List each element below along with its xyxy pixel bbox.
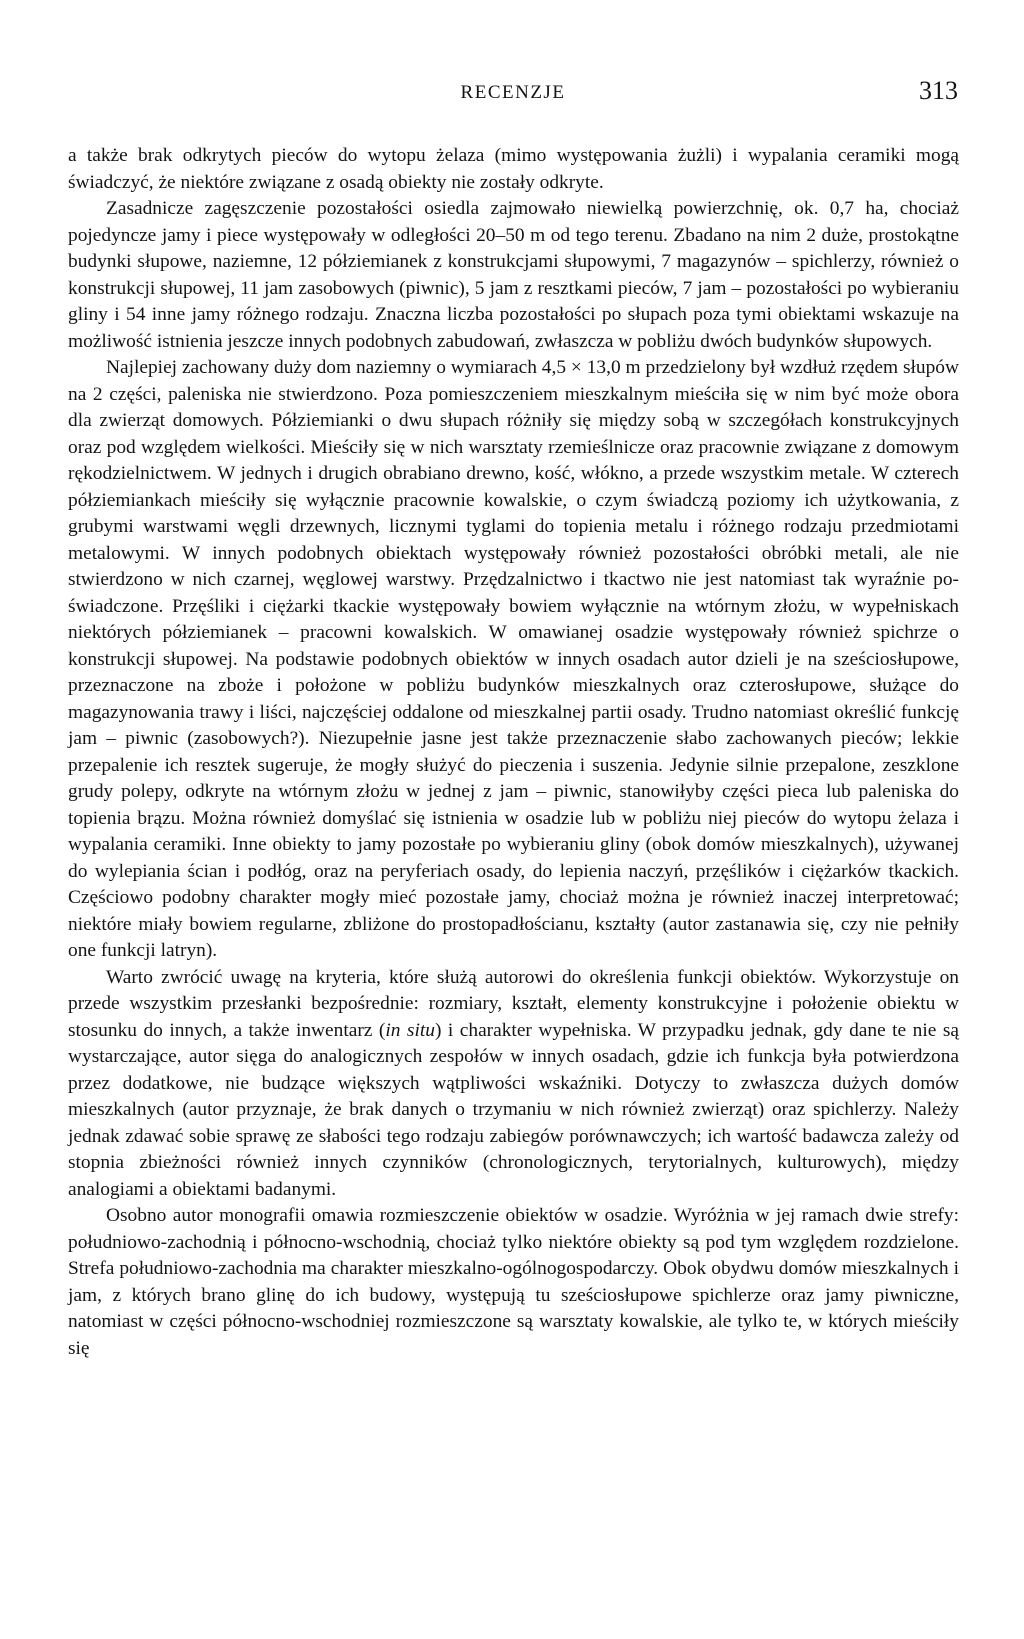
running-title: RECENZJE xyxy=(460,82,566,103)
paragraph-text: a także brak odkrytych pieców do wytopu żelaza (mimo występowania żużli) i wypalania ceramiki mogą świadczyć, że niektóre związane z osadą obiekty nie zostały odkryte. xyxy=(68,145,959,193)
paragraph-text: ) i charakter wypełniska. W przypadku jednak, gdy dane te nie są wystarczające, autor sięga do analogicznych zespołów w innych osadach, gdzie ich funkcja była potwierdzona przez dodatkowe, nie budzące większych wątpliwości wskaźniki. Dotyczy to zwłaszcza dużych domów mieszkalnych (autor przyznaje, że brak danych o trzymaniu w nich również zwierząt) oraz spichlerzy. Należy jednak zdawać sobie sprawę ze słabości tego rodzaju zabiegów porównawczych; ich wartość badawcza zależy od stopnia zbieżności również innych czynników (chronologicznych, terytorialnych, kulturowych), między analogiami a obiektami badanymi. xyxy=(68,1019,959,1200)
paragraph xyxy=(68,965,959,1204)
page-number: 313 xyxy=(919,76,958,105)
paragraph xyxy=(68,355,959,965)
paragraph xyxy=(68,143,959,196)
paragraph-text: Osobno autor monografii omawia rozmieszczenie obiektów w osadzie. Wyróżnia w jej ramach dwie strefy: południowo-zachodnią i północno-wschodnią, chociaż tylko niektóre obiekty są pod tym względem rozdzielone. Strefa południowo-zachodnia ma charakter mieszkalno-ogólnogospodarczy. Obok obydwu domów mieszkalnych i jam, z których brano glinę do ich budowy, występują tu sześciosłupowe spichlerze oraz jamy piwniczne, natomiast w części północno-wschodniej rozmieszczone są warsztaty kowalskie, ale tylko te, w których mieściły się xyxy=(68,1205,959,1359)
paragraph-text: Warto zwrócić uwagę na kryteria, które służą autorowi do określenia funkcji obiektów. Wykorzystuje on przede wszystkim przesłanki bezpośrednie: rozmiary, kształt, elementy konstrukcyjne i położenie obiektu w stosunku do innych, a także inwentarz ( xyxy=(68,966,959,1041)
body-text xyxy=(68,143,959,1362)
paragraph xyxy=(68,196,959,355)
paragraph-text: Zasadnicze zagęszczenie pozostałości osiedla zajmowało niewielką powierzchnię, ok. 0,7 ha, chociaż pojedyncze jamy i piece występowały w odległości 20–50 m od tego terenu. Zbadano na nim 2 duże, prostokątne budynki słupowe, naziemne, 12 półziemianek z konstrukcjami słupowymi, 7 magazynów – spichlerzy, również o konstrukcji słupowej, 11 jam zasobowych (piwnic), 5 jam z resztkami pieców, 7 jam – pozostałości po wybieraniu gliny i 54 inne jamy różnego rodzaju. Znaczna liczba pozostałości po słupach poza tymi obiektami wskazuje na możliwość istnienia jeszcze innych podobnych zabudowań, zwłaszcza w pobliżu dwóch budynków słupowych. xyxy=(68,198,959,352)
paragraph-text: Najlepiej zachowany duży dom naziemny o wymiarach 4,5 × 13,0 m przedzielony był wzdłuż rzędem słupów na 2 części, paleniska nie stwierdzono. Poza pomieszczeniem mieszkalnym mieściła się w nim być może obora dla zwierząt domowych. Półziemianki o dwu słupach różniły się między sobą w szczegółach konstrukcyjnych oraz pod względem wielkości. Mieściły się w nich warsztaty rzemieślnicze oraz pracownie związane z domowym rękodzielnictwem. W jednych i drugich obrabiano drewno, kość, włókno, a przede wszystkim metale. W czterech półziemiankach mieściły się wyłącznie pracownie kowalskie, o czym świadczą poziomy ich użytkowania, z grubymi warstwami węgli drzewnych, licznymi tyglami do topienia metalu i różnego rodzaju przedmiotami metalowymi. W innych podobnych obiektach występowały również pozostałości obróbki metali, ale nie stwierdzono w nich czarnej, węglowej warstwy. Przędzalnictwo i tkactwo nie jest natomiast tak wyraźnie poświadczone. Przęśliki i ciężarki tkackie występowały bowiem wyłącznie na wtórnym złożu, w wypełniskach niektórych półziemianek – pracowni kowalskich. W omawianej osadzie występowały również spichrze o konstrukcji słupowej. Na podstawie podobnych obiektów w innych osadach autor dzieli je na sześciosłupowe, przeznaczone na zboże i położone w pobliżu budynków mieszkalnych oraz czterosłupowe, służące do magazynowania trawy i liści, najczęściej oddalone od mieszkalnej partii osady. Trudno natomiast określić funkcję jam – piwnic (zasobowych?). Niezupełnie jasne jest także przeznaczenie słabo zachowanych pieców; lekkie przepalenie ich resztek sugeruje, że mogły służyć do pieczenia i suszenia. Jedynie silnie przepalone, zeszklone grudy polepy, odkryte na wtórnym złożu w jednej z jam – piwnic, stanowiłyby części pieca lub paleniska do topienia brązu. Można również domyślać się istnienia w osadzie lub w pobliżu niej pieców do wytopu żelaza i wypalania ceramiki. Inne obiekty to jamy pozostałe po wybieraniu gliny (obok domów mieszkalnych), używanej do wylepiania ścian i podłóg, oraz na peryferiach osady, do lepienia naczyń, przęślików i ciężarków tkackich. Częściowo podobny charakter mogły mieć pozostałe jamy, chociaż można je również inaczej interpretować; niektóre miały bowiem regularne, zbliżone do prostopadłościanu, kształty (autor zastanawia się, czy nie pełniły one funkcji latryn). xyxy=(68,357,959,961)
running-head xyxy=(68,76,958,110)
paragraph xyxy=(68,1203,959,1362)
italic-text: in situ xyxy=(385,1019,435,1041)
